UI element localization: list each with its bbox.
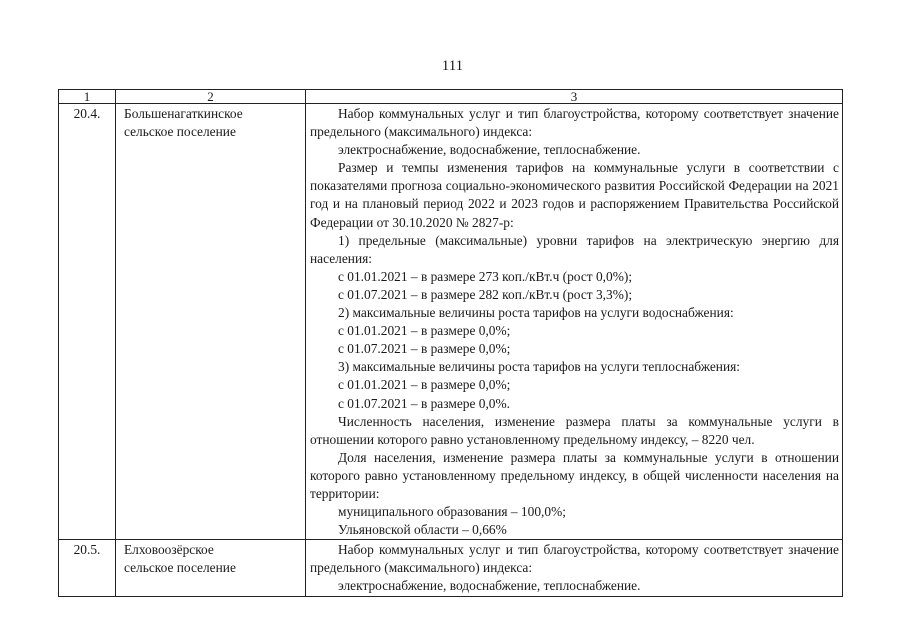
table-row bbox=[59, 104, 843, 540]
share-line: Ульяновской области – 0,66% bbox=[338, 522, 507, 538]
tariff-paragraph: Размер и темпы изменения тарифов на коммунальные услуги в соответствии с показателями прогноза социально-экономического развития Российской Федерации на 2021 год и на плановый период 2022 и 2023 годов и распоряжением Правительства Российской Федерации от 30.10.2020 № 2827-р: bbox=[310, 160, 839, 230]
services-paragraph: Набор коммунальных услуг и тип благоустройства, которому соответствует значение предельного (максимального) индекса: bbox=[310, 542, 839, 576]
tariff-line: с 01.07.2021 – в размере 282 коп./кВт.ч (рост 3,3%); bbox=[338, 286, 633, 302]
row-number: 20.5. bbox=[59, 540, 116, 596]
row-description bbox=[306, 104, 843, 540]
share-line: муниципального образования – 100,0%; bbox=[338, 504, 566, 520]
column-header: 3 bbox=[306, 90, 843, 104]
tariff-line: с 01.07.2021 – в размере 0,0%; bbox=[338, 341, 511, 357]
settlement-name-line: Елховоозёрское bbox=[124, 542, 214, 558]
column-header: 2 bbox=[116, 90, 306, 104]
settlement-name-line: Большенагаткинское bbox=[124, 106, 243, 121]
row-number: 20.4. bbox=[59, 104, 116, 540]
tariff-line: с 01.07.2021 – в размере 0,0%. bbox=[338, 395, 510, 411]
services-paragraph: Набор коммунальных услуг и тип благоустройства, которому соответствует значение предельного (максимального) индекса: bbox=[310, 106, 839, 140]
table-row bbox=[59, 540, 843, 596]
tariff-table bbox=[58, 89, 843, 597]
row-description bbox=[306, 540, 843, 596]
tariff-line: с 01.01.2021 – в размере 0,0%; bbox=[338, 377, 511, 393]
settlement-name bbox=[116, 540, 306, 596]
column-header: 1 bbox=[59, 90, 116, 104]
tariff-line: с 01.01.2021 – в размере 273 коп./кВт.ч (рост 0,0%); bbox=[338, 268, 633, 284]
settlement-name bbox=[116, 104, 306, 540]
services-list: электроснабжение, водоснабжение, теплоснабжение. bbox=[338, 578, 641, 594]
tariff-line: с 01.01.2021 – в размере 0,0%; bbox=[338, 323, 511, 339]
heat-heading: 3) максимальные величины роста тарифов на услуги теплоснабжения: bbox=[338, 359, 740, 375]
population-paragraph: Численность населения, изменение размера платы за коммунальные услуги в отношении которого равно установленному предельному индексу, – 8220 чел. bbox=[310, 413, 839, 447]
population-share-paragraph: Доля населения, изменение размера платы за коммунальные услуги в отношении которого равно установленному предельному индексу, в общей численности населения на территории: bbox=[310, 449, 839, 501]
settlement-name-line: сельское поселение bbox=[124, 560, 236, 576]
services-list: электроснабжение, водоснабжение, теплоснабжение. bbox=[338, 142, 641, 158]
electricity-paragraph: 1) предельные (максимальные) уровни тарифов на электрическую энергию для населения: bbox=[310, 232, 839, 266]
page-number: 111 bbox=[441, 58, 464, 74]
settlement-name-line: сельское поселение bbox=[124, 124, 236, 140]
water-heading: 2) максимальные величины роста тарифов на услуги водоснабжения: bbox=[338, 305, 734, 321]
table-header-row bbox=[59, 90, 843, 104]
